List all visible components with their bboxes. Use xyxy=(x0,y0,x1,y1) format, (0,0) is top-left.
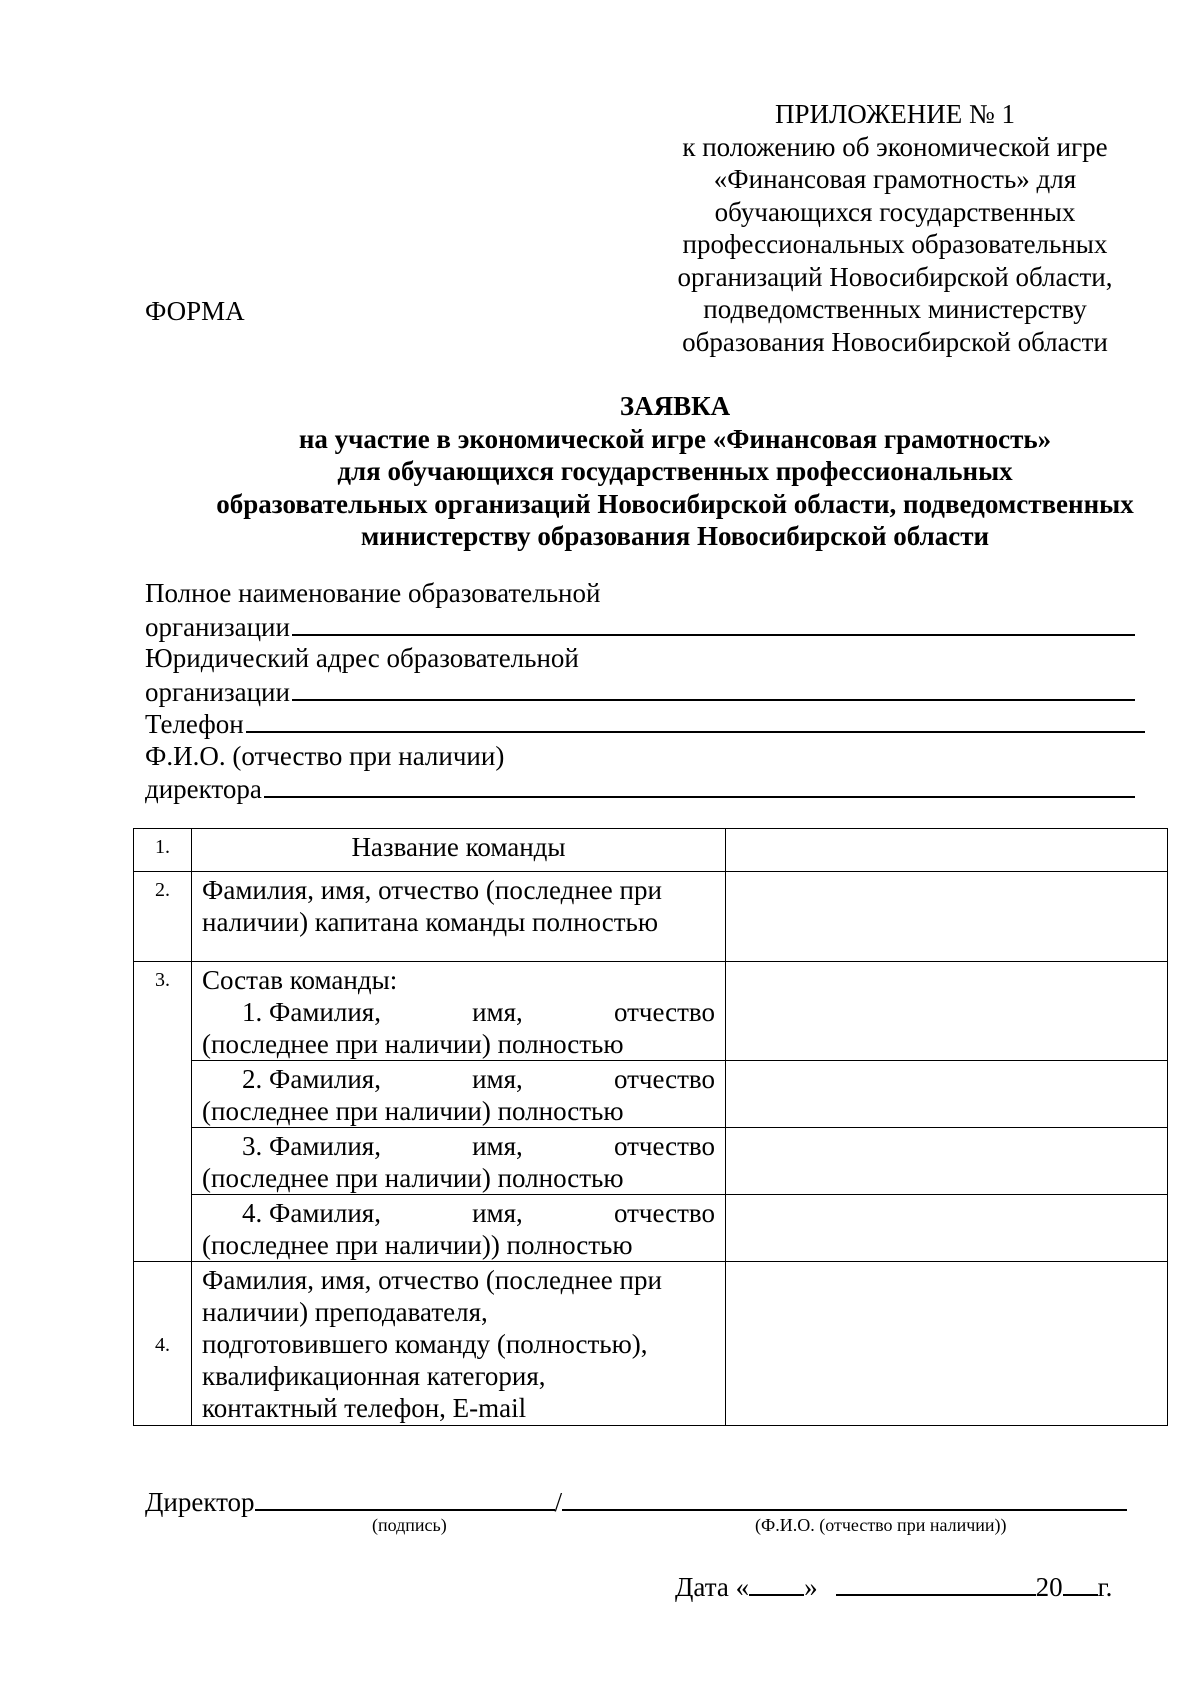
application-table xyxy=(133,828,1168,1426)
org-name-row xyxy=(145,610,1135,643)
date-suffix: г. xyxy=(1097,1572,1113,1602)
table-row xyxy=(134,962,1168,1061)
signature-row xyxy=(145,1485,1127,1518)
team-member-2-cell[interactable] xyxy=(726,1061,1168,1128)
phone-field[interactable] xyxy=(246,707,1145,733)
team-member-4-cell[interactable] xyxy=(726,1195,1168,1262)
team-member-3-label xyxy=(192,1128,726,1195)
date-year-prefix: 20 xyxy=(1035,1572,1063,1602)
date-month-field[interactable] xyxy=(836,1570,1036,1596)
member-tail: (последнее при наличии) полностью xyxy=(202,1029,624,1059)
address-field[interactable] xyxy=(292,675,1135,701)
row-number: 2. xyxy=(134,872,192,962)
member-tail: (последнее при наличии) полностью xyxy=(202,1096,624,1126)
team-member-2-label xyxy=(192,1061,726,1128)
member-word: имя, xyxy=(472,1131,523,1161)
org-name-label: Полное наименование образовательной xyxy=(145,578,601,608)
date-row xyxy=(675,1570,1112,1603)
member-word: имя, xyxy=(472,997,523,1027)
member-line xyxy=(202,1063,715,1095)
appendix-line: профессиональных образовательных xyxy=(682,229,1108,259)
teacher-label-line: Фамилия, имя, отчество (последнее при xyxy=(202,1265,662,1295)
title-line: на участие в экономической игре «Финансовая грамотность» xyxy=(298,423,1052,454)
director-name-field[interactable] xyxy=(562,1485,1127,1511)
name-caption: (Ф.И.О. (отчество при наличии)) xyxy=(755,1515,1007,1535)
form-label: ФОРМА xyxy=(145,296,245,326)
date-year-field[interactable] xyxy=(1063,1570,1098,1596)
appendix-line: к положению об экономической игре xyxy=(682,131,1108,162)
address-label-row xyxy=(145,642,1135,675)
title-line: для обучающихся государственных профессиональных xyxy=(337,456,1013,486)
teacher-label-line: наличии) преподавателя, xyxy=(202,1297,488,1327)
director-label: Ф.И.О. (отчество при наличии) xyxy=(145,740,505,771)
document-title xyxy=(100,390,1200,553)
phone-row xyxy=(145,707,1145,740)
member-line xyxy=(202,1130,715,1162)
captain-cell[interactable] xyxy=(726,872,1168,962)
teacher-label-line: контактный телефон, E-mail xyxy=(202,1393,527,1423)
member-tail: (последнее при наличии) полностью xyxy=(202,1163,624,1193)
signature-field[interactable] xyxy=(255,1485,555,1511)
org-name-label-cont: организации xyxy=(145,611,290,642)
appendix-heading: ПРИЛОЖЕНИЕ № 1 xyxy=(774,99,1016,129)
org-name-label-row xyxy=(145,577,1135,610)
member-number: 3. Фамилия, xyxy=(242,1131,381,1161)
title-line: министерству образования Новосибирской области xyxy=(360,521,990,551)
address-label: Юридический адрес образовательной xyxy=(145,643,579,673)
director-label-row xyxy=(145,740,1135,773)
teacher-label-line: квалификационная категория, xyxy=(202,1361,546,1391)
appendix-line: обучающихся государственных xyxy=(714,196,1076,227)
director-row xyxy=(145,772,1135,805)
director-sign-label: Директор xyxy=(145,1487,255,1517)
table-row xyxy=(134,829,1168,872)
row-number: 3. xyxy=(134,962,192,1262)
team-name-cell[interactable] xyxy=(726,829,1168,872)
teacher-label xyxy=(192,1262,726,1426)
appendix-line: подведомственных министерству xyxy=(703,294,1087,324)
team-name-label: Название команды xyxy=(192,829,726,872)
address-row xyxy=(145,675,1135,708)
appendix-block xyxy=(660,98,1130,358)
member-word: отчество xyxy=(613,1064,715,1094)
date-day-field[interactable] xyxy=(749,1570,804,1596)
date-prefix: Дата « xyxy=(675,1572,750,1602)
member-line xyxy=(202,1197,715,1229)
team-member-3-cell[interactable] xyxy=(726,1128,1168,1195)
teacher-cell[interactable] xyxy=(726,1262,1168,1426)
appendix-line: образования Новосибирской области xyxy=(682,326,1108,357)
member-line xyxy=(202,996,715,1028)
phone-label: Телефон xyxy=(145,709,244,739)
org-fields xyxy=(145,577,1135,805)
director-label-cont: директора xyxy=(145,774,262,804)
member-word: отчество xyxy=(613,1131,715,1161)
member-word: отчество xyxy=(613,1198,715,1228)
member-word: имя, xyxy=(472,1064,523,1094)
signature-caption: (подпись) xyxy=(372,1515,447,1535)
appendix-line: организаций Новосибирской области, xyxy=(677,261,1113,292)
org-name-field[interactable] xyxy=(292,610,1135,636)
date-quote-close: » xyxy=(804,1572,818,1602)
member-word: имя, xyxy=(472,1198,523,1228)
table-row xyxy=(134,1262,1168,1426)
title-heading: ЗАЯВКА xyxy=(619,391,731,421)
table-row xyxy=(134,1195,1168,1262)
table-row xyxy=(134,1061,1168,1128)
member-number: 4. Фамилия, xyxy=(242,1198,381,1228)
member-word: отчество xyxy=(613,997,715,1027)
member-number: 1. Фамилия, xyxy=(242,997,381,1027)
team-member-1-cell[interactable] xyxy=(726,962,1168,1061)
table-row xyxy=(134,1128,1168,1195)
address-label-cont: организации xyxy=(145,676,290,707)
teacher-label-line: подготовившего команду (полностью), xyxy=(202,1329,648,1359)
slash: / xyxy=(554,1487,563,1517)
team-member-1-label xyxy=(192,962,726,1061)
row-number: 1. xyxy=(134,829,192,872)
title-line: образовательных организаций Новосибирской области, подведомственных xyxy=(216,488,1134,519)
team-member-4-label xyxy=(192,1195,726,1262)
member-number: 2. Фамилия, xyxy=(242,1064,381,1094)
captain-label: Фамилия, имя, отчество (последнее при наличии) капитана команды полностью xyxy=(192,872,726,962)
director-field[interactable] xyxy=(264,772,1135,798)
table-row xyxy=(134,872,1168,962)
team-composition-heading: Состав команды: xyxy=(202,965,398,995)
row-number: 4. xyxy=(134,1262,192,1426)
member-tail: (последнее при наличии)) полностью xyxy=(202,1230,633,1260)
appendix-line: «Финансовая грамотность» для xyxy=(713,164,1077,194)
